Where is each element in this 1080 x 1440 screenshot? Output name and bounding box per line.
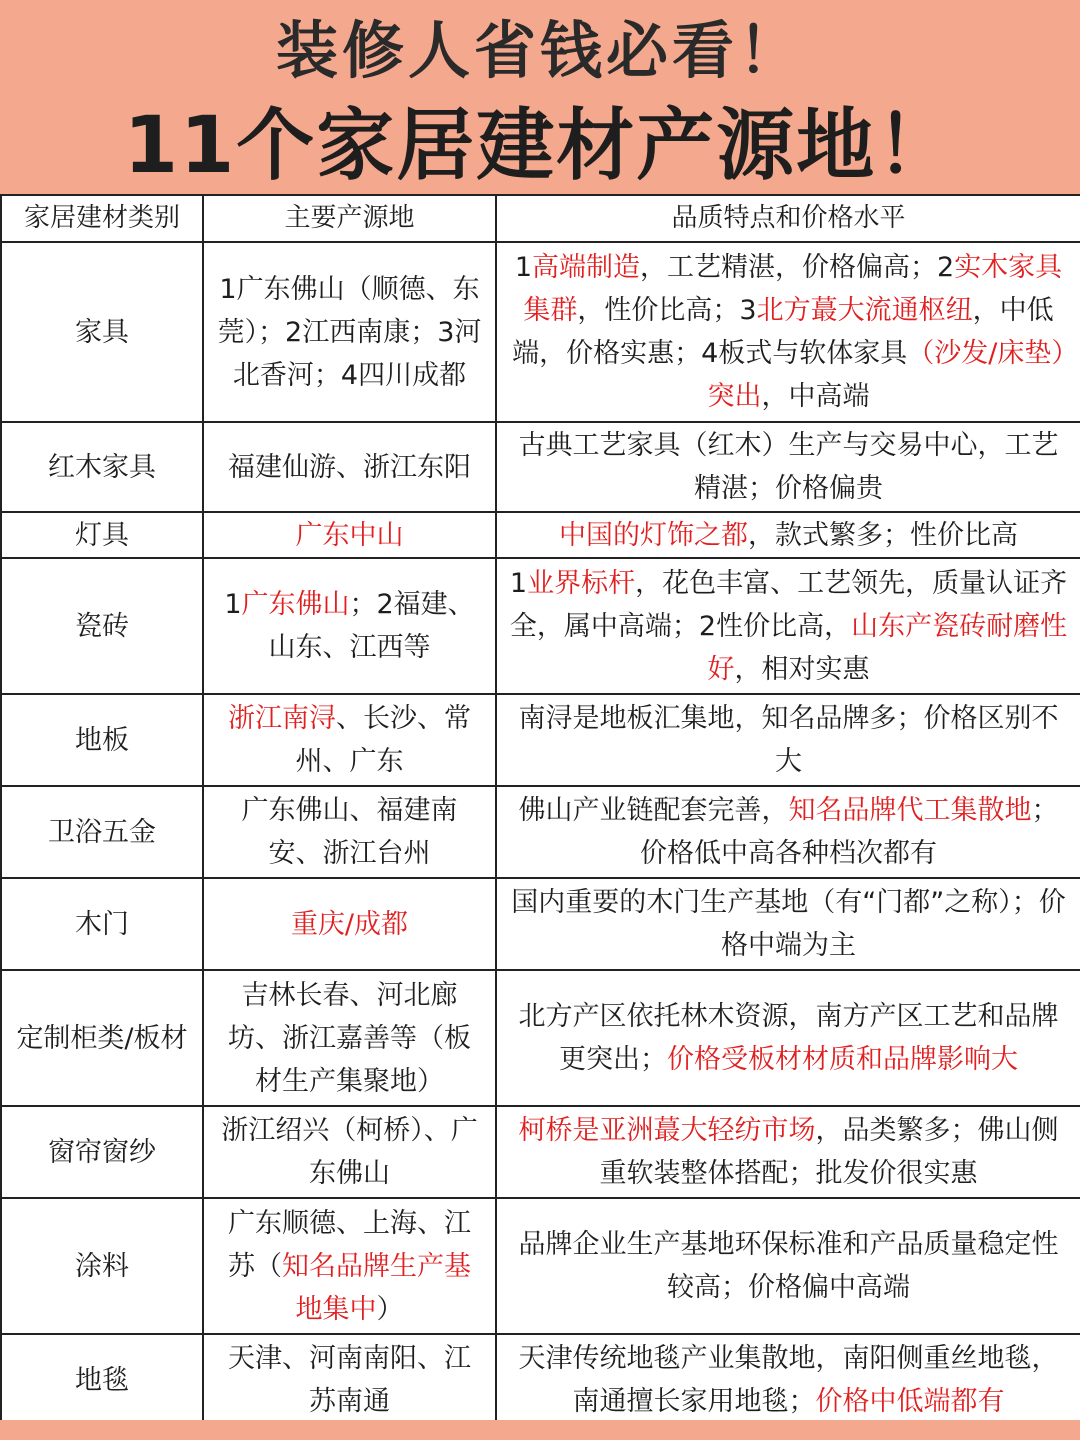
category-cell: 卫浴五金 <box>1 786 203 878</box>
text-segment: ，相对实惠 <box>734 653 870 685</box>
category-cell: 家具 <box>1 242 203 422</box>
table-row <box>1 786 1080 878</box>
quality-cell <box>496 970 1080 1106</box>
table-row <box>1 1198 1080 1334</box>
category-cell: 窗帘窗纱 <box>1 1106 203 1198</box>
origin-cell <box>203 1106 496 1198</box>
quality-cell <box>496 1106 1080 1198</box>
category-cell: 涂料 <box>1 1198 203 1334</box>
text-segment: 国内重要的木门生产基地（有“门都”之称）；价格中端为主 <box>511 887 1066 961</box>
highlight-text: 业界标杆 <box>527 567 636 599</box>
highlight-text: 中国的灯饰之都 <box>559 519 748 551</box>
table-row <box>1 1334 1080 1426</box>
highlight-text: 广东佛山 <box>241 589 350 620</box>
text-segment: 天津传统地毯产业集散地，南阳侧重丝地毯，南通擅长家用地毯； <box>518 1343 1059 1417</box>
highlight-text: 高端制造 <box>532 252 640 283</box>
highlight-text: 广东中山 <box>295 519 404 551</box>
table-header-row <box>1 195 1080 242</box>
text-segment: ，中高端 <box>761 381 870 412</box>
table-row <box>1 1106 1080 1198</box>
highlight-text: 实木家具集群 <box>523 252 1063 326</box>
text-segment: 1广东佛山（顺德、东莞）；2江西南康；3河北香河；4四川成都 <box>217 273 482 391</box>
footer-strip <box>0 1420 1080 1440</box>
highlight-text: 价格受板材材质和品牌影响大 <box>667 1044 1018 1075</box>
text-segment: 浙江绍兴（柯桥）、广东佛山 <box>221 1115 478 1189</box>
highlight-text: 重庆/成都 <box>290 908 409 940</box>
origin-cell <box>203 558 496 694</box>
text-segment: 古典工艺家具（红木）生产与交易中心，工艺精湛；价格偏贵 <box>518 430 1059 504</box>
origin-cell <box>203 512 496 558</box>
col-header-quality: 品质特点和价格水平 <box>496 195 1080 242</box>
highlight-text: 山东产瓷砖耐磨性好 <box>707 610 1068 685</box>
text-segment: 1 <box>224 589 242 620</box>
title-line-2: 11个家居建材产源地！ <box>123 101 957 191</box>
highlight-text: 知名品牌生产基地集中 <box>282 1250 471 1325</box>
quality-cell <box>496 786 1080 878</box>
quality-cell <box>496 1334 1080 1426</box>
origin-cell <box>203 786 496 878</box>
text-segment: 吉林长春、河北廊坊、浙江嘉善等（板材生产集聚地） <box>228 979 471 1097</box>
table-row <box>1 558 1080 694</box>
table-row <box>1 878 1080 970</box>
text-segment: ；2福建、山东、江西等 <box>268 589 475 663</box>
quality-cell <box>496 558 1080 694</box>
origin-table <box>0 194 1080 1427</box>
category-cell: 灯具 <box>1 512 203 558</box>
text-segment: 南浔是地板汇集地，知名品牌多；价格区别不大 <box>518 703 1059 777</box>
header-banner <box>0 0 1080 194</box>
origin-cell <box>203 242 496 422</box>
category-cell: 瓷砖 <box>1 558 203 694</box>
table-row <box>1 694 1080 786</box>
text-segment: ，中低端，价格实惠；4板式与软体家具 <box>512 295 1054 369</box>
highlight-text: 价格中低端都有 <box>815 1386 1005 1417</box>
highlight-text: 北方蕞大流通枢纽 <box>756 295 973 326</box>
col-header-category: 家居建材类别 <box>1 195 203 242</box>
category-cell: 木门 <box>1 878 203 970</box>
text-segment: ） <box>376 1293 404 1325</box>
text-segment: 1 <box>509 567 528 599</box>
text-segment: 品牌企业生产基地环保标准和产品质量稳定性较高；价格偏中高端 <box>518 1229 1059 1303</box>
title-line-1: 装修人省钱必看！ <box>275 14 804 87</box>
text-segment: 广东佛山、福建南安、浙江台州 <box>241 795 458 869</box>
category-cell: 地毯 <box>1 1334 203 1426</box>
quality-cell <box>496 512 1080 558</box>
text-segment: ；价格低中高各种档次都有 <box>640 795 1059 869</box>
origin-cell <box>203 422 496 512</box>
table-row <box>1 422 1080 512</box>
quality-cell <box>496 694 1080 786</box>
table-row <box>1 512 1080 558</box>
text-segment: 福建仙游、浙江东阳 <box>228 451 471 483</box>
highlight-text: 知名品牌代工集散地 <box>788 795 1032 826</box>
text-segment: ，工艺精湛，价格偏高；2 <box>640 252 955 283</box>
text-segment: ，品类繁多；佛山侧重软装整体搭配；批发价很实惠 <box>599 1115 1059 1189</box>
quality-cell <box>496 878 1080 970</box>
text-segment: 天津、河南南阳、江苏南通 <box>228 1343 471 1417</box>
quality-cell <box>496 242 1080 422</box>
origin-cell <box>203 878 496 970</box>
category-cell: 地板 <box>1 694 203 786</box>
origin-cell <box>203 1334 496 1426</box>
text-segment: 北方产区依托林木资源，南方产区工艺和品牌更突出； <box>518 1001 1059 1075</box>
quality-cell <box>496 1198 1080 1334</box>
highlight-text: 浙江南浔 <box>228 703 336 734</box>
text-segment: 、长沙、常州、广东 <box>295 703 471 777</box>
category-cell: 红木家具 <box>1 422 203 512</box>
text-segment: 广东顺德、上海、江苏（ <box>228 1207 471 1282</box>
origin-cell <box>203 1198 496 1334</box>
text-segment: 1 <box>514 252 532 283</box>
text-segment: 佛山产业链配套完善， <box>518 795 789 826</box>
table-row <box>1 242 1080 422</box>
table-row <box>1 970 1080 1106</box>
category-cell: 定制柜类/板材 <box>1 970 203 1106</box>
highlight-text: 柯桥是亚洲蕞大轻纺市场 <box>518 1115 816 1146</box>
origin-cell <box>203 694 496 786</box>
text-segment: ，花色丰富、工艺领先，质量认证齐全，属中高端；2性价比高， <box>509 567 1068 642</box>
origin-cell <box>203 970 496 1106</box>
quality-cell <box>496 422 1080 512</box>
col-header-origin: 主要产源地 <box>203 195 496 242</box>
text-segment: ，性价比高；3 <box>577 295 757 326</box>
text-segment: ，款式繁多；性价比高 <box>748 519 1018 551</box>
highlight-text: （沙发/床垫）突出 <box>707 338 1065 412</box>
